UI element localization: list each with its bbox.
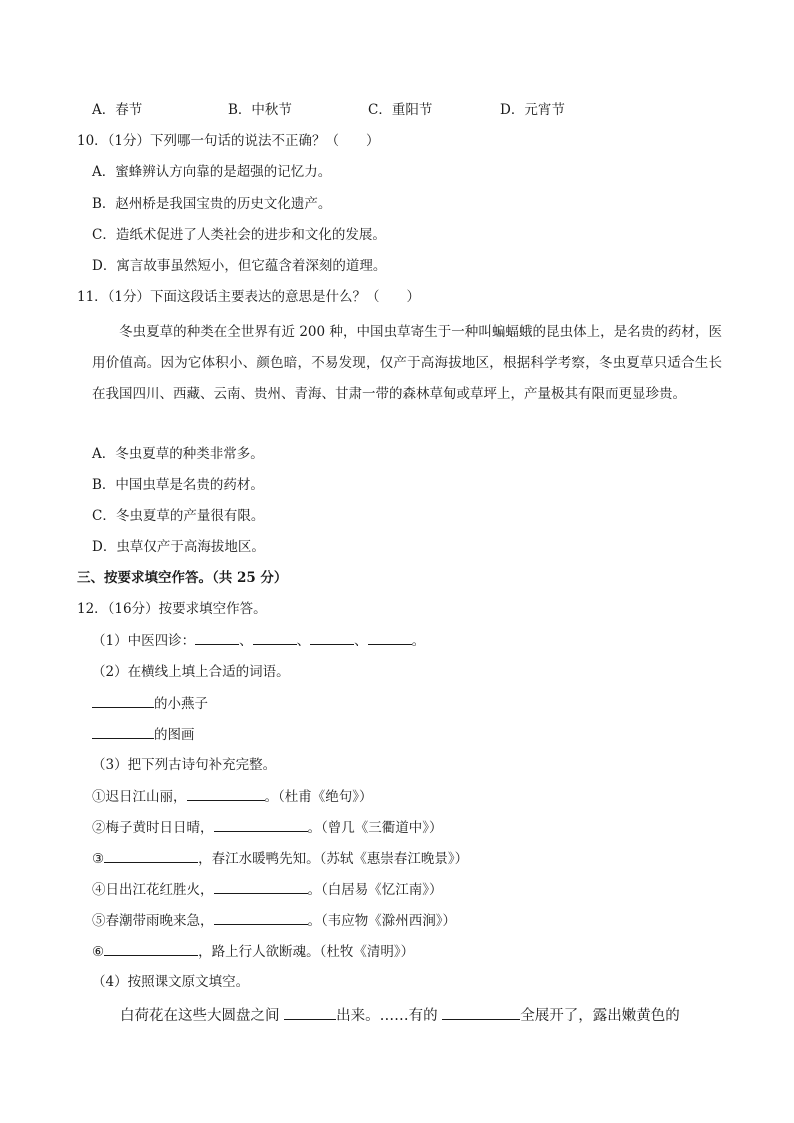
poem-pre: 梅子黄时日日晴， (105, 820, 214, 836)
fill-blank[interactable] (214, 910, 308, 925)
poem-number: ④ (92, 882, 106, 898)
poem-pre: 日出江花红胜火， (105, 882, 214, 898)
passage-segment: 白荷花在这些大圆盘之间 (120, 1008, 280, 1024)
q11-passage (92, 317, 722, 410)
poem-post: 。（韦应物《滁州西涧》） (307, 913, 456, 929)
fill-blank[interactable] (187, 786, 265, 801)
poem-number: ③ (92, 851, 105, 867)
word-suffix: 的图画 (154, 727, 195, 743)
fill-blank[interactable] (92, 724, 154, 739)
word-suffix: 的小燕子 (154, 696, 208, 712)
separator: 、 (354, 633, 368, 649)
q12-part1 (92, 630, 425, 651)
fill-blank[interactable] (310, 630, 354, 645)
q10-stem: 10．（1分）下列哪一句话的说法不正确？（ ） (77, 133, 380, 149)
poem-number: ② (92, 820, 106, 836)
passage-segment: 全展开了，露出嫩黄色的 (520, 1008, 680, 1024)
passage-segment: 出来。……有的 (336, 1008, 438, 1024)
fill-blank[interactable] (214, 879, 308, 894)
q11-stem: 11．（1分）下面这段话主要表达的意思是什么？（ ） (77, 289, 421, 305)
q12-part1-label: （1）中医四诊： (92, 633, 196, 649)
separator: 。 (411, 633, 426, 649)
poem-line (92, 817, 443, 838)
q11-option-d: D．虫草仅产于高海拔地区。 (92, 539, 265, 555)
fill-blank[interactable] (104, 848, 198, 863)
poem-line (92, 786, 373, 807)
fill-blank[interactable] (195, 630, 239, 645)
fill-blank[interactable] (253, 630, 297, 645)
q12-part3-label: （3）把下列古诗句补充完整。 (92, 757, 277, 773)
poem-post: ，春江水暖鸭先知。（苏轼《惠崇春江晚景》） (198, 851, 469, 867)
q12-part2-item (92, 693, 208, 714)
poem-post: 。（曾几《三衢道中》） (307, 820, 443, 836)
separator: 、 (239, 633, 253, 649)
poem-line (92, 941, 414, 962)
poem-post: 。（白居易《忆江南》） (307, 882, 443, 898)
fill-blank[interactable] (104, 941, 198, 956)
poem-pre: 春潮带雨晚来急， (105, 913, 214, 929)
q10-option-b: B．赵州桥是我国宝贵的历史文化遗产。 (92, 196, 332, 212)
fill-blank[interactable] (368, 630, 412, 645)
poem-line (92, 848, 468, 869)
poem-number: ⑥ (92, 944, 105, 960)
poem-post: 。（杜甫《绝句》） (264, 789, 373, 805)
q12-stem: 12．（16分）按要求填空作答。 (77, 601, 267, 617)
q10-option-d: D．寓言故事虽然短小，但它蕴含着深刻的道理。 (92, 258, 387, 274)
fill-blank[interactable] (92, 693, 154, 708)
separator: 、 (296, 633, 311, 649)
q12-part2-label: （2）在横线上填上合适的词语。 (92, 664, 290, 680)
fill-blank[interactable] (284, 1005, 336, 1020)
poem-number: ⑤ (92, 913, 106, 929)
q9-option-c: C．重阳节 (368, 102, 433, 118)
section-three-heading: 三、按要求填空作答。（共 25 分） (77, 570, 288, 586)
q10-option-c: C．造纸术促进了人类社会的进步和文化的发展。 (92, 227, 386, 243)
q12-part4-passage (120, 1005, 680, 1026)
fill-blank[interactable] (214, 817, 308, 832)
poem-pre: 迟日江山丽， (105, 789, 187, 805)
poem-post: ，路上行人欲断魂。（杜牧《清明》） (198, 944, 415, 960)
q12-part2-item (92, 724, 195, 745)
q10-option-a: A．蜜蜂辨认方向靠的是超强的记忆力。 (92, 164, 332, 180)
fill-blank[interactable] (442, 1005, 520, 1020)
q11-option-c: C．冬虫夏草的产量很有限。 (92, 508, 265, 524)
poem-line (92, 879, 443, 900)
q11-option-b: B．中国虫草是名贵的药材。 (92, 477, 264, 493)
q11-option-a: A．冬虫夏草的种类非常多。 (92, 446, 264, 462)
poem-line (92, 910, 456, 931)
q12-part4-label: （4）按照课文原文填空。 (92, 974, 250, 990)
poem-number: ① (92, 789, 106, 805)
q11-passage-text: 冬虫夏草的种类在全世界有近 200 种，中国虫草寄生于一种叫蝙蝠蛾的昆虫体上，是名贵的药材，医用价值高。因为它体积小、颜色暗，不易发现，仅产于高海拔地区，根据科学考察，冬虫夏草只适合生长在我国四川、西藏、云南、贵州、青海、甘肃一带的森林草甸或草坪上，产量极其有限而更显珍贵。 (92, 324, 722, 402)
q9-option-a: A．春节 (92, 102, 143, 118)
q9-option-d: D．元宵节 (500, 102, 565, 118)
q9-option-b: B．中秋节 (228, 102, 292, 118)
